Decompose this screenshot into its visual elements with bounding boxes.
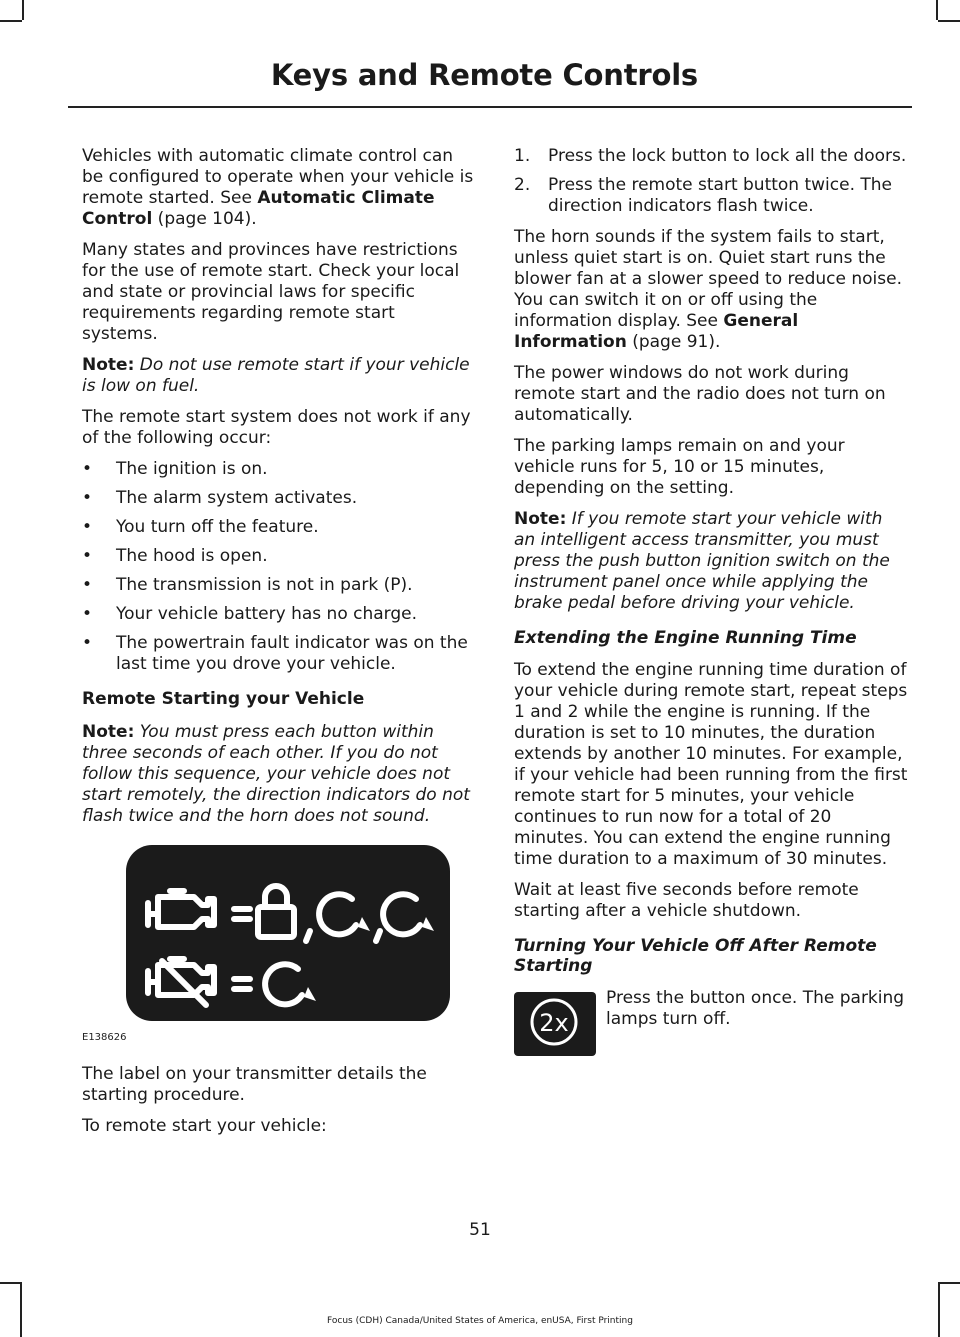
- transmitter-label-figure: [126, 845, 450, 1021]
- paragraph-horn: The horn sounds if the system fails to start, unless quiet start is on. Quiet start runs the blower fan at a slower speed to reduce noise. You can switch it on or off using the information display. See General Information (page 91).: [514, 227, 902, 352]
- comma-icon: [376, 931, 380, 941]
- figure-code: E138626: [82, 1032, 127, 1043]
- list-item: 2. Press the remote start button twice. The direction indicators flash twice.: [514, 175, 893, 216]
- press-twice-icon: [514, 992, 596, 1056]
- equals-icon: [234, 909, 250, 919]
- list-item: • The ignition is on.: [82, 459, 268, 479]
- remote-start-icon: [383, 894, 420, 934]
- paragraph-wait: Wait at least five seconds before remote starting after a vehicle shutdown.: [514, 880, 859, 921]
- section-heading-turning-off: Turning Your Vehicle Off After Remote Starting: [514, 936, 877, 976]
- paragraph-parking-lamps: The parking lamps remain on and your vehicle runs for 5, 10 or 15 minutes, depending on the setting.: [514, 436, 845, 498]
- remote-start-icon: [319, 894, 356, 934]
- crop-mark: [938, 20, 960, 22]
- list-item: • The transmission is not in park (P).: [82, 575, 413, 595]
- section-heading-remote-starting: Remote Starting your Vehicle: [82, 689, 365, 709]
- list-item: • The hood is open.: [82, 546, 268, 566]
- engine-icon: [148, 891, 214, 927]
- steps-list: [514, 146, 908, 217]
- note-fuel: Note: Do not use remote start if your vehicle is low on fuel.: [82, 355, 470, 396]
- press-button-text: Press the button once. The parking lamps turn off.: [606, 988, 905, 1029]
- page-number: 51: [469, 1220, 491, 1240]
- crop-mark: [0, 20, 22, 22]
- paragraph-label: The label on your transmitter details the starting procedure.: [82, 1064, 427, 1105]
- footer-text: Focus (CDH) Canada/United States of America, enUSA, First Printing: [327, 1316, 633, 1326]
- paragraph-climate: Vehicles with automatic climate control can be configured to operate when your vehicle is remote started. See Automatic Climate Control (page 104).: [82, 146, 474, 229]
- svg-text:2x: 2x: [539, 1009, 569, 1037]
- paragraph-to-remote-start: To remote start your vehicle:: [82, 1116, 327, 1136]
- link-automatic-climate-control[interactable]: Automatic Climate Control: [82, 188, 435, 229]
- press-instruction: [514, 988, 908, 1066]
- paragraph-restrictions: Many states and provinces have restrictions for the use of remote start. Check your local and state or provincial laws for specific requirements regarding remote start systems.: [82, 240, 460, 344]
- paragraph-power-windows: The power windows do not work during remote start and the radio does not turn on automatically.: [514, 363, 886, 425]
- note-intelligent-access: Note: If you remote start your vehicle with an intelligent access transmitter, you must press the push button ignition switch on the instrument panel once while applying the brake pedal before driving your vehicle.: [514, 509, 890, 613]
- crop-mark: [940, 1282, 960, 1284]
- crop-mark: [0, 1282, 20, 1284]
- transmitter-label-illustration: [126, 845, 450, 1021]
- engine-off-icon: [148, 959, 214, 1005]
- list-item: • Your vehicle battery has no charge.: [82, 604, 418, 624]
- header-divider: [68, 106, 912, 108]
- right-column: [514, 146, 908, 1066]
- page-title: Keys and Remote Controls: [270, 58, 698, 92]
- crop-mark: [938, 1282, 940, 1337]
- lock-icon: [258, 886, 294, 937]
- link-general-information[interactable]: General Information: [514, 311, 799, 352]
- remote-start-icon: [265, 964, 302, 1004]
- conditions-list: [82, 459, 474, 675]
- section-heading-extending: Extending the Engine Running Time: [514, 628, 857, 648]
- paragraph-conditions: The remote start system does not work if any of the following occur:: [82, 407, 471, 448]
- list-item: 1. Press the lock button to lock all the doors.: [514, 146, 907, 166]
- crop-mark: [20, 1282, 22, 1337]
- equals-icon: [234, 979, 250, 989]
- paragraph-extend: To extend the engine running time duration of your vehicle during remote start, repeat steps 1 and 2 while the engine is running. If the duration is set to 10 minutes, the duration extends by another 10 minutes. For example, if your vehicle had been running from the first remote start for 5 minutes, your vehicle continues to run now for a total of 20 minutes. You can extend the engine running time duration to a maximum of 30 minutes.: [514, 660, 908, 869]
- list-item: • You turn off the feature.: [82, 517, 319, 537]
- crop-mark: [22, 0, 24, 20]
- list-item: • The alarm system activates.: [82, 488, 358, 508]
- list-item: • The powertrain fault indicator was on the last time you drove your vehicle.: [82, 633, 468, 674]
- comma-icon: [306, 931, 310, 941]
- crop-mark: [936, 0, 938, 20]
- note-sequence: Note: You must press each button within three seconds of each other. If you do not follow this sequence, your vehicle does not start remotely, the direction indicators do not flash twice and the horn does not sound.: [82, 722, 470, 826]
- left-column: [82, 146, 474, 1147]
